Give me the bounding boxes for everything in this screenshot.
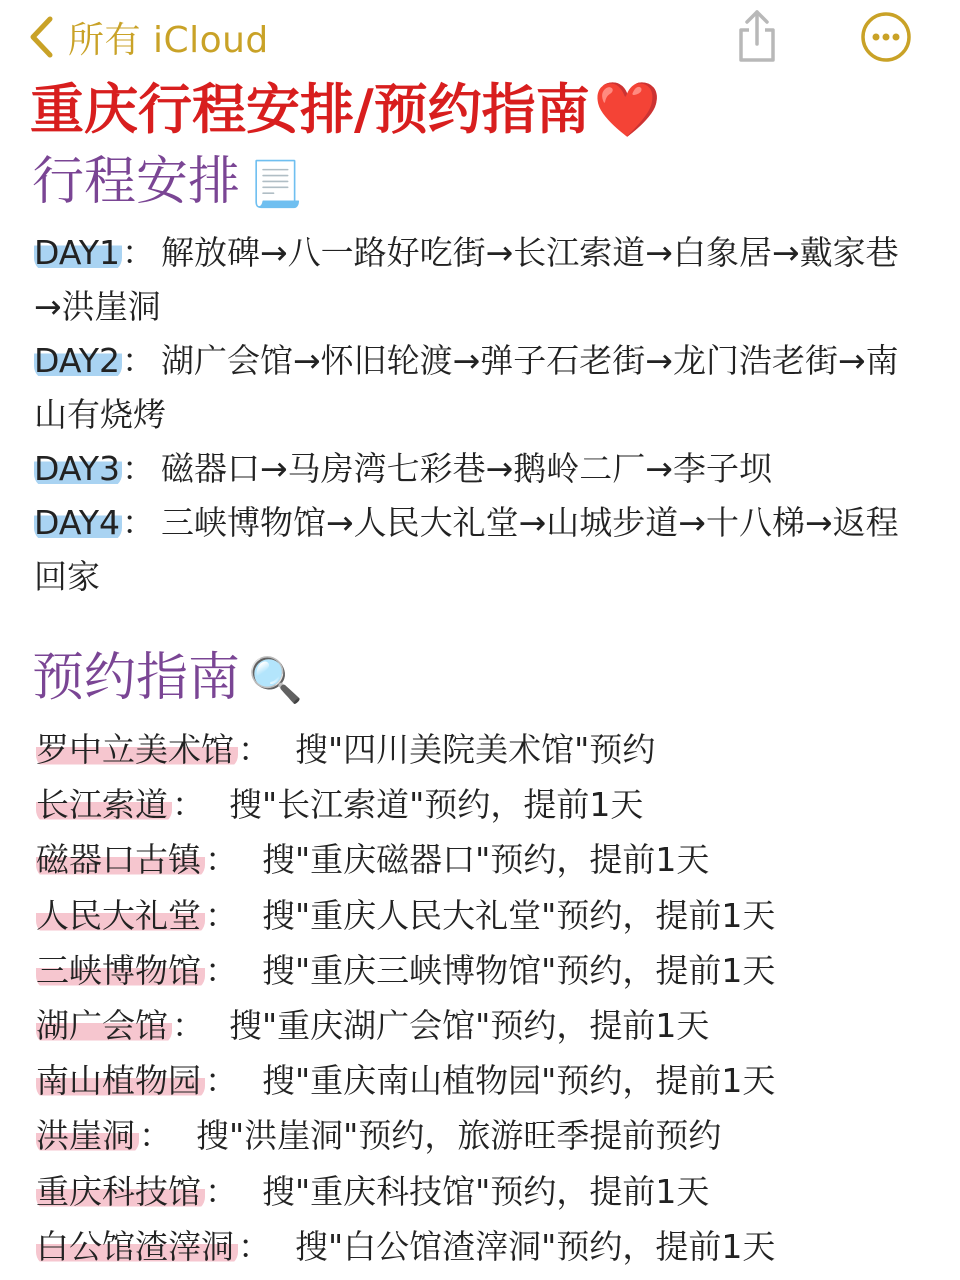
back-button[interactable] xyxy=(28,12,269,62)
venue-name: 长江索道 xyxy=(36,785,172,824)
back-label: 所有 iCloud xyxy=(68,19,269,61)
ellipsis-circle-icon xyxy=(860,48,912,67)
separator: ： xyxy=(122,341,155,380)
day-route: 解放碑→八一路好吃街→长江索道→白象居→戴家巷→洪崖洞 xyxy=(34,233,899,326)
separator: ： xyxy=(205,1171,238,1211)
separator: ： xyxy=(205,895,238,935)
venue-name: 磁器口古镇 xyxy=(36,840,205,879)
booking-heading xyxy=(32,648,303,711)
booking-item xyxy=(36,777,936,832)
day-tag: DAY3 xyxy=(34,449,120,488)
day-route: 磁器口→马房湾七彩巷→鹅岭二厂→李子坝 xyxy=(161,449,772,488)
booking-instruction: 搜"重庆南山植物园"预约，提前1天 xyxy=(262,1061,776,1101)
venue-name: 人民大礼堂 xyxy=(36,896,205,935)
booking-instruction: 搜"长江索道"预约，提前1天 xyxy=(229,785,644,825)
chevron-left-icon xyxy=(28,15,54,59)
booking-instruction: 搜"重庆人民大礼堂"预约，提前1天 xyxy=(262,895,776,935)
booking-item xyxy=(36,1219,936,1274)
document-icon: 📃 xyxy=(248,159,303,210)
note-title xyxy=(30,78,661,142)
day-item xyxy=(34,226,922,334)
more-button[interactable] xyxy=(860,11,912,63)
day-item xyxy=(34,334,922,442)
itinerary-heading xyxy=(32,152,303,215)
venue-name: 罗中立美术馆 xyxy=(36,730,238,769)
booking-instruction: 搜"洪崖洞"预约，旅游旺季提前预约 xyxy=(196,1116,722,1156)
magnifier-icon: 🔍 xyxy=(248,655,303,706)
navigation-bar xyxy=(0,0,960,78)
separator: ： xyxy=(238,730,271,769)
separator: ： xyxy=(172,1006,205,1046)
venue-name: 湖广会馆 xyxy=(36,1006,172,1045)
share-icon xyxy=(731,49,783,68)
day-tag: DAY4 xyxy=(34,503,120,542)
day-route: 三峡博物馆→人民大礼堂→山城步道→十八梯→返程回家 xyxy=(34,503,899,596)
separator: ： xyxy=(122,233,155,272)
venue-name: 重庆科技馆 xyxy=(36,1172,205,1211)
itinerary-list xyxy=(34,226,922,604)
day-route: 湖广会馆→怀旧轮渡→弹子石老街→龙门浩老街→南山有烧烤 xyxy=(34,341,899,434)
booking-item xyxy=(36,722,936,777)
booking-instruction: 搜"重庆湖广会馆"预约，提前1天 xyxy=(229,1006,710,1046)
separator: ： xyxy=(122,503,155,542)
booking-heading-text: 预约指南 xyxy=(32,648,241,708)
separator: ： xyxy=(205,1061,238,1101)
heart-icon: ❤️ xyxy=(593,78,661,141)
day-tag: DAY2 xyxy=(34,341,120,380)
day-item xyxy=(34,496,922,604)
booking-item xyxy=(36,943,936,998)
separator: ： xyxy=(139,1116,172,1156)
note-title-text: 重庆行程安排/预约指南 xyxy=(30,78,590,141)
booking-list xyxy=(36,722,936,1274)
booking-instruction: 搜"四川美院美术馆"预约 xyxy=(295,730,656,769)
booking-item xyxy=(36,832,936,887)
separator: ： xyxy=(205,950,238,990)
booking-instruction: 搜"重庆科技馆"预约，提前1天 xyxy=(262,1171,710,1211)
separator: ： xyxy=(205,840,238,880)
separator: ： xyxy=(238,1226,271,1266)
separator: ： xyxy=(172,785,205,825)
share-button[interactable] xyxy=(731,8,783,64)
itinerary-heading-text: 行程安排 xyxy=(32,152,241,212)
day-tag: DAY1 xyxy=(34,233,120,272)
booking-item xyxy=(36,1108,936,1163)
separator: ： xyxy=(122,449,155,488)
day-item xyxy=(34,442,922,496)
venue-name: 洪崖洞 xyxy=(36,1116,139,1155)
booking-item xyxy=(36,1164,936,1219)
booking-instruction: 搜"重庆三峡博物馆"预约，提前1天 xyxy=(262,950,776,990)
venue-name: 白公馆渣滓洞 xyxy=(36,1227,238,1266)
booking-item xyxy=(36,888,936,943)
booking-item xyxy=(36,1053,936,1108)
venue-name: 南山植物园 xyxy=(36,1061,205,1100)
booking-instruction: 搜"重庆磁器口"预约，提前1天 xyxy=(262,840,710,880)
venue-name: 三峡博物馆 xyxy=(36,951,205,990)
booking-instruction: 搜"白公馆渣滓洞"预约，提前1天 xyxy=(295,1226,776,1266)
booking-item xyxy=(36,998,936,1053)
